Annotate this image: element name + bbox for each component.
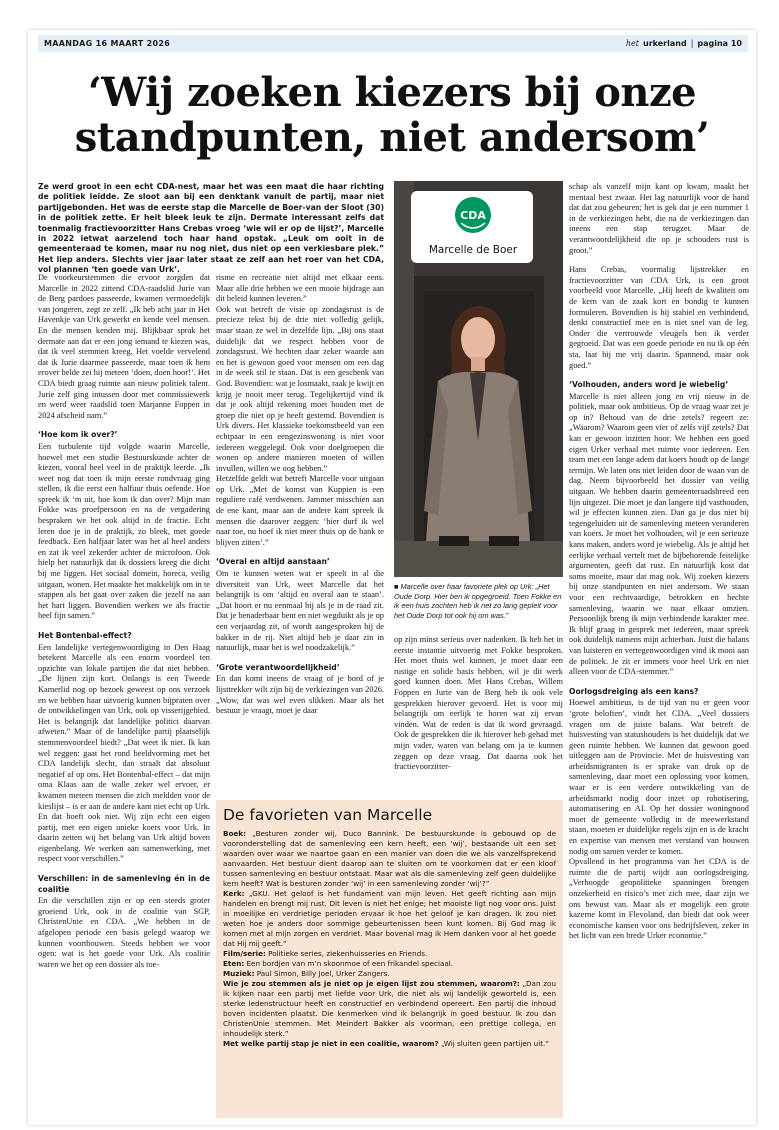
field-value: „Wij sluiten geen partijen uit.” xyxy=(438,1039,550,1048)
field-value: Politieke series, ziekenhuisseries en Friends. xyxy=(265,949,428,958)
caption-marker-icon: ■ xyxy=(394,582,399,591)
cda-logo-text: CDA xyxy=(460,209,486,222)
favorite-church xyxy=(223,889,556,949)
field-value: „Dan zou ik kijken naar een partij met liefde voor Urk, die niet als wij landelijk geworteld is, een sterke ledenstructuur heeft en constructief en verbindend opereert. Een partij die inhoud boven incidenten plaatst. Die kenmerken vind ik belangrijk in goed bestuur. Ik zou dan ChristenUnie stemmen. Met Meindert Bakker als voorman, een prettige collega, en inhoudelijk sterk.” xyxy=(223,979,556,1038)
article-column-1 xyxy=(38,273,210,1118)
name-card-label: Marcelle de Boer xyxy=(428,244,518,256)
paragraph: En dan komt ineens de vraag of je bord of je lijsttrekker wilt zijn bij de verkiezingen van 2026. „Wow, dat was wel even slikken. Maar als het bestuur je vraagt, moet je daar xyxy=(216,674,384,716)
paragraph: op zijn minst serieus over nadenken. Ik heb het in eerste instantie uitvoerig met Fokke besproken. Het moet thuis wel kunnen, je moet daar een rustige en solide basis hebben, wil je dit werk goed kunnen doen. Met Hans Crebas, Willem Foppen en Jurie van de Berg heb ik ook vele gesprekken hierover gevoerd. Het is voor mij belangrijk om eerlijk te horen wat zij ervan vinden. Wat de reden is dat ik word gevraagd. Ook de gesprekken die ik hierover heb gehad met mijn vader, waren van belang om ja te kunnen zeggen op deze vraag. Dat daarna ook het fractievoorzitter- xyxy=(394,635,563,772)
newspaper-page xyxy=(28,30,756,1125)
separator-icon: | xyxy=(690,39,694,48)
field-label: Met welke partij stap je niet in een coalitie, waarom? xyxy=(223,1039,439,1048)
field-label: Muziek: xyxy=(223,969,255,978)
subheading: Verschillen: in de samenleving én in de coalitie xyxy=(38,874,210,894)
favorite-food xyxy=(223,959,556,969)
subheading: ‘Overal en altijd aanstaan’ xyxy=(216,557,330,567)
paragraph: Ook wat betreft de visie op zondagsrust is de precieze tekst bij de drie niet volledig gelijk, maar staan ze wel in dezelfde lijn. „Bij ons staat duidelijk dat we respect hebben voor de zondagsrust. We hechten daar zeker waarde aan en het is gewoon goed voor mensen om een dag in de week stil te staan. Dat is een geschenk van God. Bovendien: wat je losmaakt, raak je kwijt en krijg je nooit meer terug. Tegelijkertijd vind ik dat je ook altijd rekening moet houden met de groep die niet op je heeft gestemd. Bovendien is Urk divers. Het klassieke toekomstbeeld van een echtpaar in een eengezinswoning is niet voor iedereen weggelegd. Ook voor doelgroepen die wonen op andere manieren moeten of willen invullen, willen we oog hebben.” xyxy=(216,304,384,473)
article-column-4 xyxy=(569,182,749,1117)
field-value: „Besturen zonder wij, Duco Bannink. De bestuurskunde is gebouwd op de vooronderstelling dat de samenleving een kern heeft, een ‘wij’, bestaande uit een set waarden over waar we naartoe gaan en een manier van doen die we als vanzelfsprekend aanvaarden. Het bestuur dient daarop aan te sluiten om te voorkomen dat er een kloof tussen samenleving en bestuur ontstaat. Maar wat als die samenleving zelf geen duidelijke kern heeft? Wat is besturen zonder ‘wij’ in een samenleving zonder ‘wij’?” xyxy=(223,829,556,888)
page-number: pagina 10 xyxy=(697,39,742,48)
question-alternative-vote xyxy=(223,979,556,1039)
paragraph: En die verschillen zijn er op een steeds groter groeiend Urk, ook in de coalitie van SGP, ChristenUnie en CDA. „We hebben in de afgelopen periode een basis gelegd waarop we kunnen voortbouwen. Steeds hebben we voor ogen: wat is het goede voor Urk. Als coalitie waren we het op een dossier als toe- xyxy=(38,896,210,969)
page-header-bar xyxy=(38,35,748,52)
paragraph: Hans Crebas, voormalig lijsttrekker en fractievoorzitter van CDA Urk, is een groot voorbeeld voor Marcelle. „Hij heeft de kwaliteit om de kern van de zaak kort en bondig te kunnen formuleren. Bovendien is hij stabiel en verbindend, denkt constructief mee en is niet snel van de leg. Onder die vertrouwde vleugels ben ik verder gegroeid. Dat was een goede periode en nu ik op één sta, laat hij me vrij daarin. Spannend, maar ook goed.” xyxy=(569,265,749,370)
field-label: Film/serie: xyxy=(223,949,266,958)
field-label: Eten: xyxy=(223,959,245,968)
paragraph: Hoewel ambitieus, is de tijd van nu er geen voor ‘grote beloften’, vindt het CDA. „Veel dossiers vragen om de juiste balans. Wat betreft de huisvesting van statushouders is het duidelijk dat we geen ruimte hebben. We kunnen dat gewoon goed uitleggen aan de Provincie. Met de huisvesting van arbeidsmigranten is er sprake van druk op de samenleving, daar moet een oplossing voor komen, waar er is een verdere ontwikkeling van de arbeidsmarkt nodig door inzet op robotisering, automatisering en AI. Op het dossier woningnood moet de gemeente volledig in de meewerkstand staan, moeten er duidelijke regels zijn en is de kracht en expertise van mensen met verstand van bouwen nodig om samen verder te komen. xyxy=(569,698,749,856)
favorite-music xyxy=(223,969,556,979)
paragraph: schap als vanzelf mijn kant op kwam, maakt het mentaal best zwaar. Het lag natuurlijk voor de hand dat dat zou gebeuren; het is gek dat je een nummer 1 in de verkiezingen hebt, die na de verkiezingen dan ineens een stap terugzet. Maar de verantwoordelijkheid die op je schouders rust is groot.” xyxy=(569,182,749,255)
field-value: Paul Simon, Billy Joel, Urker Zangers. xyxy=(254,969,390,978)
paragraph: Opvallend in het programma van het CDA is de ruimte die de partij wijdt aan oorlogsdreiging. „Verhoogde geopolitieke spanningen brengen onzekerheid en risico’s met zich mee, daar zijn we ons bewust van. Maar als er mogelijk een grote kazerne komt in Flevoland, dan biedt dat ook weer economische kansen voor ons bedrijfsleven, zeker in het licht van een brede Urker economie.” xyxy=(569,857,749,941)
subheading: Het Bontenbal-effect? xyxy=(38,631,132,640)
favorite-film xyxy=(223,949,556,959)
paragraph: Om te kunnen weten wat er speelt in al die diversiteit van Urk, weet Marcelle dat het belangrijk is om ‘altijd en overal aan te staan’. „Dat hoort er nu eenmaal bij als je in de raad zit. Dat je benaderbaar bent en niet wegduikt als je op een verjaardag zit, of wordt aangesproken bij de bakker in de rij. Niet altijd heb je daar zin in natuurlijk, maar het is wel noodzakelijk.” xyxy=(216,569,384,653)
issue-date: MAANDAG 16 MAART 2026 xyxy=(44,39,171,48)
publication-prefix: het xyxy=(625,39,639,48)
publication-name: urkerland xyxy=(643,39,687,48)
lead-paragraph: Ze werd groot in een echt CDA-nest, maar het was een maat die haar richting de politiek leidde. Ze sloot aan bij een denktank vanuit de partij, maar niet partijgebonden. Het was de eerste stap die Marcelle de Boer-van der Sloot (30) in de politiek zette. Er heit bleek leuk te zijn. Dermate interessant zelfs dat toenmalig fractievoorzitter Hans Crebas vroeg ‘wie wil er op de lijst?’, Marcelle in 2022 ietwat aarzelend toch haar hand opstak. „Leuk om ooit in de gemeenteraad te komen, maar nu nog niet, dus niet op een verkiesbare plek.” Het liep anders. Slechts vier jaar later staat ze zelf aan het roer van het CDA, vol plannen ‘ten goede van Urk’. xyxy=(38,182,384,275)
article-column-3 xyxy=(394,635,563,798)
subheading: ‘Hoe kom ik over?’ xyxy=(38,430,118,440)
field-label: Boek: xyxy=(223,829,246,838)
paragraph: risme en recreatie niet altijd met elkaar eens. Maar alle drie hebben we een mooie bijdrage aan dit beleid kunnen leveren.” xyxy=(216,273,384,304)
photo-caption xyxy=(394,582,563,620)
paragraph: Een landelijke vertegenwoordiging in Den Haag betekent Marcelle als een enorm voordeel ten opzichte van lokale partijen die dat niet hebben. „De lijnen zijn kort. Onlangs is een Tweede Kamerlid nog op bezoek geweest op ons verzoek en we hebben haar uitvoerig kunnen bijpraten over de ontwikkelingen van Urk, ook op visserijgebied. Het is belangrijk dat landelijke politici daarvan afweten.” Maar of de landelijke partij plaatselijk stemmenvoordeel biedt? „Dat weet ik niet. Ik kan wel zeggen: gaat het rond beeldvorming met het CDA landelijk slecht, dan straalt dat absoluut negatief af op ons. Het Bontenbal-effect – dat mijn oma Klaas aan de walle zeker wel ervoer, er kwamen meteen mensen die zich meldden voor de kieslijst – is er aan de andere kant niet echt op Urk. En dat hoeft ook niet. Wij zijn echt een eigen partij, met een eigen unieke koers voor Urk. In daarin zetten wij het belang van Urk altijd boven eigenbelang. We werken aan samenwerking, met respect voor verschillen.” xyxy=(38,642,210,864)
paragraph: Een turbulente tijd volgde waarin Marcelle, hoewel met een studie Bestuurskunde achter de kiezen, vooral heel veel in de praktijk leerde. „Ik weet nog dat toen ik mijn eerste rondvraag ging stellen, ik die eerst een halfuur thuis oefende. Hoe spreek ik ‘m uit, hoe kom ik dan over? Mijn man Fokke was proefpersoon en na de vergadering bespraken we het ook altijd in de fractie. Echt leren doe je in de praktijk, zo bleek, met goede feedback. Een halfjaar later was het al heel anders en zat ik veel zekerder achter de microfoon. Ook hielp het natuurlijk dat ik dossiers kreeg die dicht bij me liggen. Het sociaal domein, horeca, veilig uitgaan, wonen. Het maakte het makkelijk om in te stappen als het gaat over zaken die jezelf na aan het hart liggen. Bovendien werken we als fractie heel fijn samen.” xyxy=(38,441,210,621)
paragraph: De voorkeurstemmen die ervoor zorgden dat Marcelle in 2022 zittend CDA-raadslid Jurie van de Berg pardoes passeerde, kwamen vermoedelijk van jongeren, zegt ze zelf. „Ik heb acht jaar in Het Havenkje van Urk gewerkt en kende veel mensen. En die mensen kenden mij. Blijkbaar sprak het dermate aan dat er een jong iemand te kiezen was, dat ik veel stemmen kreeg. Het voelde vervelend dat ik Jurie daarmee passeerde, maar toen ik hem erover belde zei hij meteen ‘doen, doen hoor!’. Het CDA biedt graag ruimte aan nieuw politiek talent. Jurie zelf ging intussen door met commissiewerk en werd weer raadslid toen Marjanne Foppen in 2024 afscheid nam.” xyxy=(38,273,210,420)
field-label: Kerk: xyxy=(223,889,245,898)
portrait-illustration xyxy=(394,181,563,577)
favorite-book xyxy=(223,829,556,889)
favorites-title: De favorieten van Marcelle xyxy=(223,806,433,824)
publication-masthead xyxy=(626,39,742,48)
headline-line-2: standpunten, niet andersom’ xyxy=(74,114,710,161)
favorites-box xyxy=(216,800,563,1118)
headline-line-1: ‘Wij zoeken kiezers bij onze xyxy=(87,69,697,116)
field-value: Een bordjen van m’n skoonmoe of een frikandel speciaal. xyxy=(244,959,454,968)
portrait-photo xyxy=(394,181,563,577)
headline xyxy=(28,70,756,160)
caption-text: Marcelle over haar favoriete plek op Urk: „Het Oude Dorp. Hier ben ik opgegroeid. Toen Fokke en ik een huis zochten heb ik net zo lang gepleit voor het Oude Dorp tot ook hij om was.” xyxy=(394,582,562,620)
paragraph: Hetzelfde geldt wat betreft Marcelle voor uitgaan op Urk. „Met de komst van Kuppien is een reguliere café verdwenen. Jammer misschien aan de ene kant, maar aan de andere kant spreek ik mensen die daarover zeggen: ‘hier durf ik wel naar toe, nu hoef ik niet meer thuis op de bank te blijven zitten’.” xyxy=(216,474,384,547)
paragraph: Marcelle is niet alleen jong en vrij nieuw in de politiek, maar ook ambitieus. Op de vraag waar zet je op in? Behoud van de drie zetels? regeert ze: „Waarom? Waarom geen vier of zelfs vijf zetels? Dat kan er gewoon inzitten hoor. We hebben een goed eigen Urker verhaal met ruimte voor iedereen. Een team met een lange adem dat koers houdt op de lange termijn. We laten ons niet leiden door de waan van de dag. Neem bijvoorbeeld het dossier van veilig uitgaan. We hebben daarin gemeenteraadsbreed een lijn uitgezet. Die moet je dan langere tijd vasthouden, wil je effecten kunnen zien. Dan ga je dus niet bij tegengeluiden uit de samenleving meteen veranderen van koers. Je moet het volhouden, wil je een serieuze kans maken, anders word je wiebelig. Als je altijd het eerlijke verhaal vertelt met de bijbehorende feitelijke argumenten, geeft dat rust. En natuurlijk kost dat soms moeite, maar dat mag ook. Wij zoeken kiezers bij onze standpunten en niet andersom. We staan voor een rechtvaardige, betrokken en hechte samenleving, waarin we naar elkaar omzien. Persoonlijk breng ik mijn verbindende karakter mee. Ik blijf graag in gesprek met iedereen, maar spreek ook duidelijk namens mijn achterban. Juist die balans van luisteren en vertegenwoordigen vind ik mooi aan de politiek. Je zit er immers voor heel Urk en niet alleen voor de CDA-stemmer.” xyxy=(569,391,749,677)
question-coalition xyxy=(223,1039,556,1049)
subheading: ‘Volhouden, anders word je wiebelig’ xyxy=(569,380,729,390)
article-column-2 xyxy=(216,273,384,798)
field-label: Wie je zou stemmen als je niet op je eigen lijst zou stemmen, waarom?: xyxy=(223,979,520,988)
subheading: Oorlogsdreiging als een kans? xyxy=(569,686,699,696)
subheading: ‘Grote verantwoordelijkheid’ xyxy=(216,662,340,672)
field-value: „GKU. Het geloof is het fundament van mijn leven. Het geeft richting aan mijn handelen en brengt mij rust. Dit leven is niet het enige; het mooiste ligt nog voor ons. Juist in moeilijke en verdrietige perioden ervaar ik hoe het geloof je kan dragen. Ik zou niet weten hoe je anders door sommige gebeurtenissen heen kunt komen. Bij God mag ik komen met al mijn zorgen en verdriet. Maar bovenal mag ik Hem danken voor al het goede dat Hij mij geeft.” xyxy=(223,889,556,948)
